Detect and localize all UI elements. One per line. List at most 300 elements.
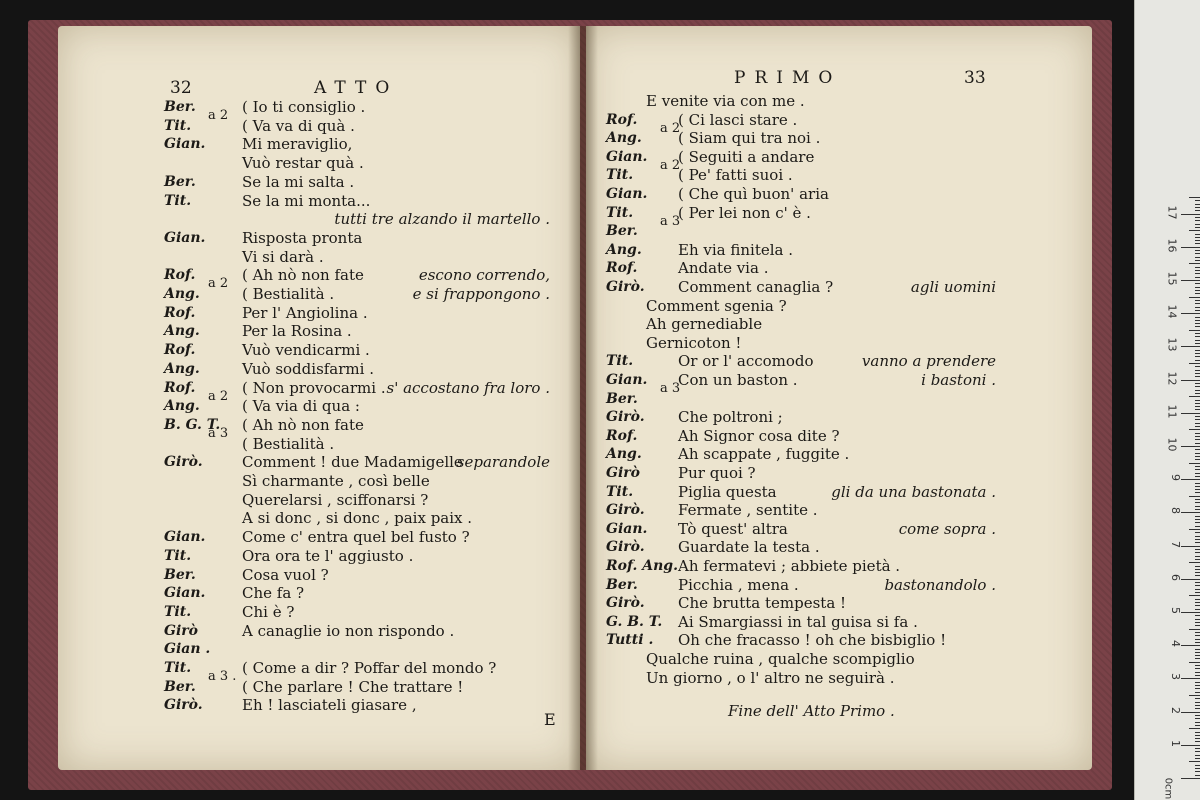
- verse-line: Comment ! due Madamigelle: [242, 453, 463, 472]
- verse-line: Ah Signor cosa dite ?: [678, 426, 840, 445]
- ruler-tick: [1195, 775, 1200, 776]
- ruler-tick: [1195, 433, 1200, 434]
- ruler-number: 14: [1165, 304, 1179, 319]
- ruler-tick: [1195, 732, 1200, 733]
- ruler-tick: [1195, 622, 1200, 623]
- ruler-tick: [1195, 386, 1200, 387]
- ensemble-marker: a 3: [660, 381, 681, 396]
- stage-direction: e si frappongono .: [412, 285, 550, 303]
- stage-direction: gli da una bastonata .: [831, 482, 996, 501]
- verse-line: Andate via .: [678, 259, 769, 278]
- ruler-tick: [1195, 376, 1200, 377]
- ruler-tick: [1195, 277, 1200, 278]
- ruler-tick: [1195, 204, 1200, 205]
- speaker-label: Rof.: [164, 342, 196, 359]
- ruler-tick: [1195, 539, 1200, 540]
- verse-line: Mi meraviglio,: [242, 135, 353, 154]
- ruler-unit-label: 0cm: [1162, 777, 1174, 800]
- ruler-tick: [1189, 595, 1200, 596]
- ruler-tick: [1195, 340, 1200, 341]
- verse-line: A canaglie io non rispondo .: [242, 621, 455, 640]
- ruler-number: 12: [1165, 371, 1179, 386]
- ruler-tick: [1189, 662, 1200, 663]
- speaker-label: Gian.: [606, 372, 648, 388]
- ruler-number: 3: [1169, 673, 1182, 681]
- ruler-tick: [1195, 234, 1200, 235]
- ruler-tick: [1195, 758, 1200, 759]
- ruler-tick: [1195, 310, 1200, 311]
- ruler-tick: [1195, 738, 1200, 739]
- speaker-label: Ang.: [606, 241, 642, 258]
- ruler-tick: [1195, 522, 1200, 523]
- ruler-tick: [1181, 546, 1200, 547]
- verse-line: ( Siam qui tra noi .: [678, 129, 821, 148]
- speaker-label: Gian.: [606, 520, 648, 537]
- ruler-tick: [1195, 224, 1200, 225]
- verse-line: Se la mi salta .: [242, 172, 355, 191]
- ruler-tick: [1195, 619, 1200, 620]
- speaker-label: Ber.: [164, 173, 196, 190]
- verse-line: Che poltroni ;: [678, 408, 783, 427]
- verse-line: ( Per lei non c' è .: [678, 203, 811, 222]
- ruler-tick: [1195, 273, 1200, 274]
- ruler-tick: [1195, 725, 1200, 726]
- ruler-tick: [1195, 672, 1200, 673]
- ruler-tick: [1195, 336, 1200, 337]
- ruler-tick: [1189, 330, 1200, 331]
- ruler-tick: [1195, 353, 1200, 354]
- verse-line: Eh via finitela .: [678, 240, 794, 259]
- stage-direction: bastonandolo .: [884, 575, 996, 594]
- ruler-tick: [1195, 393, 1200, 394]
- ruler-number: 11: [1165, 404, 1179, 419]
- ruler-tick: [1195, 566, 1200, 567]
- speaker-label: Ang.: [164, 323, 200, 340]
- ruler-tick: [1195, 303, 1200, 304]
- ruler-tick: [1195, 526, 1200, 527]
- ruler-tick: [1195, 556, 1200, 557]
- ruler-number: 17: [1165, 205, 1179, 220]
- speaker-label: Girò.: [606, 539, 645, 556]
- ruler-tick: [1195, 486, 1200, 487]
- ruler-tick: [1195, 416, 1200, 417]
- verse-line: ( Bestialità .: [242, 285, 335, 303]
- speaker-label: Rof.: [164, 267, 196, 284]
- ruler-tick: [1195, 419, 1200, 420]
- ruler-number: 5: [1169, 607, 1182, 614]
- ruler-tick: [1195, 768, 1200, 769]
- ruler-tick: [1181, 380, 1200, 381]
- ruler-tick: [1195, 439, 1200, 440]
- stage-direction: s' accostano fra loro .: [386, 378, 550, 397]
- ruler-tick: [1195, 592, 1200, 593]
- speaker-label: Ang.: [164, 398, 200, 415]
- verse-line: E venite via con me .: [646, 92, 805, 110]
- ruler-tick: [1181, 280, 1200, 281]
- ruler-tick: [1189, 761, 1200, 762]
- ensemble-marker: a 2: [208, 276, 229, 292]
- ruler-number: 15: [1165, 271, 1179, 286]
- ruler-tick: [1195, 639, 1200, 640]
- ruler-tick: [1195, 519, 1200, 520]
- ruler-tick: [1195, 350, 1200, 351]
- ruler-tick: [1189, 629, 1200, 630]
- ruler-tick: [1189, 496, 1200, 497]
- ruler-tick: [1195, 469, 1200, 470]
- ruler-tick: [1195, 741, 1200, 742]
- stage-direction: tutti tre alzando il martello .: [334, 210, 550, 229]
- ensemble-marker: a 2: [660, 157, 681, 173]
- verse-line: Vuò soddisfarmi .: [242, 359, 374, 378]
- ruler-tick: [1195, 403, 1200, 404]
- verse-line: ( Ci lasci stare .: [678, 110, 798, 129]
- ruler-tick: [1195, 473, 1200, 474]
- ensemble-marker: a 2: [208, 388, 229, 404]
- verse-line: Ora ora te l' aggiusto .: [242, 546, 414, 565]
- ruler-tick: [1195, 290, 1200, 291]
- speaker-label: Tit.: [164, 603, 192, 620]
- verse-line: ( Che parlare ! Che trattare !: [242, 677, 464, 696]
- ruler-tick: [1195, 456, 1200, 457]
- verse-line: Tò quest' altra: [678, 519, 788, 538]
- ruler-tick: [1195, 489, 1200, 490]
- verse-line: Comment canaglia ?: [678, 278, 834, 296]
- ruler-tick: [1195, 423, 1200, 424]
- verse-line: Qualche ruina , qualche scompiglio: [646, 650, 915, 668]
- ruler-tick: [1189, 429, 1200, 430]
- ruler-tick: [1195, 549, 1200, 550]
- speaker-label: Tit.: [164, 660, 192, 676]
- verse-line: Vuò vendicarmi .: [242, 341, 370, 360]
- ruler-tick: [1195, 227, 1200, 228]
- ruler-tick: [1195, 506, 1200, 507]
- ruler-tick: [1195, 317, 1200, 318]
- ruler-tick: [1195, 722, 1200, 723]
- ruler-tick: [1195, 718, 1200, 719]
- ruler-tick: [1195, 649, 1200, 650]
- ensemble-marker: a 3: [660, 213, 681, 229]
- ruler-tick: [1181, 778, 1200, 779]
- speaker-label: Ang.: [606, 446, 642, 463]
- ruler-number: 2: [1169, 706, 1182, 714]
- ruler-tick: [1195, 400, 1200, 401]
- ruler-tick: [1195, 449, 1200, 450]
- ruler-tick: [1195, 685, 1200, 686]
- verse-line: ( Ah nò non fate: [242, 266, 364, 285]
- ruler-tick: [1189, 363, 1200, 364]
- catchword: E: [544, 710, 556, 729]
- ruler-tick: [1195, 625, 1200, 626]
- speaker-label: Gian.: [164, 229, 206, 246]
- ruler-tick: [1195, 582, 1200, 583]
- speaker-label: Ber.: [606, 390, 638, 407]
- ruler-tick: [1195, 459, 1200, 460]
- ruler-tick: [1195, 366, 1200, 367]
- speaker-label: Rof. Ang.: [606, 558, 678, 574]
- ruler-tick: [1195, 267, 1200, 268]
- ruler-tick: [1195, 492, 1200, 493]
- ensemble-marker: a 3: [208, 425, 229, 441]
- ruler-tick: [1195, 409, 1200, 410]
- stage-direction: come sopra .: [898, 519, 996, 538]
- ruler-tick: [1189, 728, 1200, 729]
- ruler-tick: [1189, 197, 1200, 198]
- verse-line: ( Ah nò non fate: [242, 415, 364, 434]
- speaker-label: Gian.: [164, 136, 206, 153]
- ruler-tick: [1181, 446, 1200, 447]
- verse-line: ( Non provocarmi .: [242, 378, 386, 397]
- ruler-tick: [1195, 307, 1200, 308]
- speaker-label: Rof.: [606, 260, 638, 277]
- speaker-label: Girò.: [606, 279, 645, 295]
- ruler-tick: [1195, 735, 1200, 736]
- speaker-label: Tit.: [606, 353, 634, 370]
- verse-line: Chi è ?: [242, 602, 295, 621]
- ruler-number: 8: [1169, 507, 1182, 515]
- speaker-label: Girò.: [164, 454, 203, 471]
- ruler-tick: [1195, 293, 1200, 294]
- ruler-tick: [1189, 230, 1200, 231]
- ruler-tick: [1195, 635, 1200, 636]
- speaker-label: Ber.: [606, 576, 638, 593]
- speaker-label: Rof.: [164, 304, 196, 321]
- ruler-tick: [1195, 436, 1200, 437]
- ruler-tick: [1195, 356, 1200, 357]
- speaker-label: Girò.: [606, 502, 645, 519]
- ruler-tick: [1195, 748, 1200, 749]
- speaker-label: Rof.: [606, 111, 638, 128]
- ruler-tick: [1195, 217, 1200, 218]
- speaker-label: Tit.: [164, 117, 192, 134]
- ruler-tick: [1195, 443, 1200, 444]
- ruler-tick: [1195, 237, 1200, 238]
- ruler-tick: [1195, 532, 1200, 533]
- ruler-tick: [1195, 502, 1200, 503]
- ruler-tick: [1195, 370, 1200, 371]
- ruler-tick: [1195, 751, 1200, 752]
- speaker-label: Ber.: [164, 99, 196, 115]
- stage-direction: escono correndo,: [418, 266, 550, 285]
- ruler-tick: [1195, 605, 1200, 606]
- speaker-label: Tit.: [164, 192, 192, 209]
- stage-direction: i bastoni .: [921, 371, 996, 389]
- ruler-tick: [1195, 390, 1200, 391]
- ruler-tick: [1195, 373, 1200, 374]
- ruler-tick: [1195, 675, 1200, 676]
- ruler-number: 9: [1169, 474, 1182, 482]
- ruler-tick: [1195, 260, 1200, 261]
- verse-line: Pur quoi ?: [678, 464, 756, 482]
- ruler-tick: [1195, 658, 1200, 659]
- verse-line: Risposta pronta: [242, 228, 363, 247]
- verse-line: ( Pe' fatti suoi .: [678, 166, 793, 185]
- left-page: [58, 26, 580, 770]
- right-folio: 33: [964, 68, 986, 88]
- ruler-tick: [1195, 665, 1200, 666]
- ruler-tick: [1195, 320, 1200, 321]
- ruler-tick: [1195, 536, 1200, 537]
- verse-line: Gernicoton !: [646, 333, 742, 352]
- speaker-label: Gian .: [164, 641, 211, 658]
- ruler-tick: [1181, 678, 1200, 679]
- ruler-tick: [1195, 585, 1200, 586]
- ruler-tick: [1181, 413, 1200, 414]
- ruler-tick: [1195, 705, 1200, 706]
- verse-line: Che fa ?: [242, 584, 305, 603]
- ruler-tick: [1195, 253, 1200, 254]
- ruler-tick: [1195, 323, 1200, 324]
- ruler-tick: [1195, 343, 1200, 344]
- speaker-label: Rof.: [606, 427, 638, 444]
- ruler-tick: [1181, 712, 1200, 713]
- ruler-tick: [1195, 200, 1200, 201]
- verse-line: Un giorno , o l' altro ne seguirà .: [646, 668, 895, 687]
- ruler-tick: [1195, 406, 1200, 407]
- stage-direction: vanno a prendere: [861, 352, 996, 371]
- speaker-label: Tit.: [606, 204, 634, 221]
- verse-line: ( Bestialità .: [242, 434, 335, 453]
- speaker-label: Tit.: [164, 547, 192, 564]
- verse-line: Cosa vuol ?: [242, 565, 329, 584]
- ruler-tick: [1195, 715, 1200, 716]
- ensemble-marker: a 2: [208, 108, 229, 123]
- ruler-tick: [1189, 529, 1200, 530]
- ruler-tick: [1181, 745, 1200, 746]
- ruler-tick: [1181, 612, 1200, 613]
- ruler-tick: [1195, 287, 1200, 288]
- ensemble-marker: a 3 .: [208, 669, 237, 684]
- speaker-label: Girò.: [606, 595, 645, 612]
- ruler-tick: [1195, 360, 1200, 361]
- ruler-tick: [1195, 602, 1200, 603]
- ruler-tick: [1181, 479, 1200, 480]
- ruler-tick: [1195, 300, 1200, 301]
- speaker-label: Tutti .: [606, 632, 654, 649]
- ruler-tick: [1195, 383, 1200, 384]
- verse-line: Se la mi monta...: [242, 191, 371, 210]
- ruler-number: 1: [1169, 739, 1182, 747]
- ruler-tick: [1195, 599, 1200, 600]
- ruler-tick: [1195, 692, 1200, 693]
- ruler-tick: [1195, 257, 1200, 258]
- speaker-label: Tit.: [606, 483, 634, 500]
- verse-line: ( Va via di qua :: [242, 397, 360, 416]
- ruler-tick: [1195, 708, 1200, 709]
- ruler-tick: [1195, 542, 1200, 543]
- ruler-tick: [1189, 562, 1200, 563]
- verse-line: ( Come a dir ? Poffar del mondo ?: [242, 659, 497, 677]
- verse-line: ( Seguiti a andare: [678, 147, 815, 166]
- speaker-label: Gian.: [606, 148, 648, 165]
- ruler-tick: [1195, 499, 1200, 500]
- speaker-label: Gian.: [164, 529, 206, 546]
- ruler-tick: [1195, 483, 1200, 484]
- ruler-tick: [1195, 509, 1200, 510]
- verse-line: Come c' entra quel bel fusto ?: [242, 528, 470, 547]
- speaker-label: Girò.: [164, 697, 203, 714]
- verse-line: A si donc , si donc , paix paix .: [242, 509, 473, 528]
- ruler-tick: [1195, 702, 1200, 703]
- ruler-tick: [1181, 645, 1200, 646]
- speaker-label: Ber.: [164, 678, 196, 695]
- speaker-label: Ber.: [606, 223, 638, 240]
- ruler-tick: [1181, 346, 1200, 347]
- verse-line: Ah fermatevi ; abbiete pietà .: [678, 557, 901, 575]
- speaker-label: G. B. T.: [606, 613, 663, 630]
- ruler-number: 10: [1165, 437, 1179, 452]
- ruler-tick: [1195, 652, 1200, 653]
- ruler-tick: [1195, 453, 1200, 454]
- speaker-label: Gian.: [164, 585, 206, 602]
- ruler-tick: [1189, 463, 1200, 464]
- book-gutter: [568, 26, 598, 770]
- ruler-tick: [1195, 589, 1200, 590]
- ruler-tick: [1195, 655, 1200, 656]
- verse-line: Or or l' accomodo: [678, 352, 814, 371]
- ruler-tick: [1195, 426, 1200, 427]
- ruler-tick: [1195, 642, 1200, 643]
- ruler-tick: [1195, 615, 1200, 616]
- end-note: Fine dell' Atto Primo .: [728, 702, 895, 720]
- verse-line: Per la Rosina .: [242, 322, 352, 341]
- ruler-tick: [1181, 313, 1200, 314]
- speaker-label: Girò.: [606, 409, 645, 426]
- ruler-number: 16: [1165, 238, 1179, 253]
- ruler-number: 6: [1169, 573, 1182, 581]
- ruler-tick: [1195, 668, 1200, 669]
- left-folio: 32: [170, 78, 192, 98]
- ruler-tick: [1195, 207, 1200, 208]
- ruler-tick: [1195, 220, 1200, 221]
- measuring-ruler: [1134, 0, 1200, 800]
- speaker-label: Girò: [606, 465, 640, 481]
- speaker-label: Rof.: [164, 379, 196, 396]
- verse-line: Sì charmante , così belle: [242, 472, 430, 490]
- ruler-tick: [1195, 270, 1200, 271]
- verse-line: ( Va va di quà .: [242, 116, 355, 135]
- ruler-tick: [1195, 572, 1200, 573]
- verse-line: Eh ! lasciateli giasare ,: [242, 696, 417, 715]
- verse-line: Oh che fracasso ! oh che bisbiglio !: [678, 631, 947, 650]
- verse-line: Vuò restar quà .: [242, 154, 364, 173]
- ruler-tick: [1195, 333, 1200, 334]
- stage-direction: agli uomini: [910, 278, 996, 296]
- speaker-label: Girò: [164, 622, 198, 639]
- ruler-tick: [1189, 396, 1200, 397]
- ruler-tick: [1195, 476, 1200, 477]
- right-header: PRIMO: [734, 68, 842, 88]
- ruler-tick: [1195, 240, 1200, 241]
- ruler-tick: [1195, 698, 1200, 699]
- left-header: ATTO: [314, 78, 399, 98]
- ruler-tick: [1195, 559, 1200, 560]
- ruler-tick: [1195, 283, 1200, 284]
- verse-line: Guardate la testa .: [678, 538, 820, 557]
- ruler-tick: [1195, 755, 1200, 756]
- ensemble-marker: a 2: [660, 120, 681, 136]
- speaker-label: Ang.: [164, 360, 200, 377]
- ruler-tick: [1181, 579, 1200, 580]
- ruler-tick: [1189, 695, 1200, 696]
- ruler-tick: [1195, 210, 1200, 211]
- speaker-label: Tit.: [606, 167, 634, 184]
- speaker-label: Ber.: [164, 566, 196, 583]
- ruler-tick: [1195, 326, 1200, 327]
- ruler-tick: [1195, 569, 1200, 570]
- ruler-tick: [1189, 297, 1200, 298]
- ruler-tick: [1181, 512, 1200, 513]
- ruler-number: 7: [1169, 540, 1182, 548]
